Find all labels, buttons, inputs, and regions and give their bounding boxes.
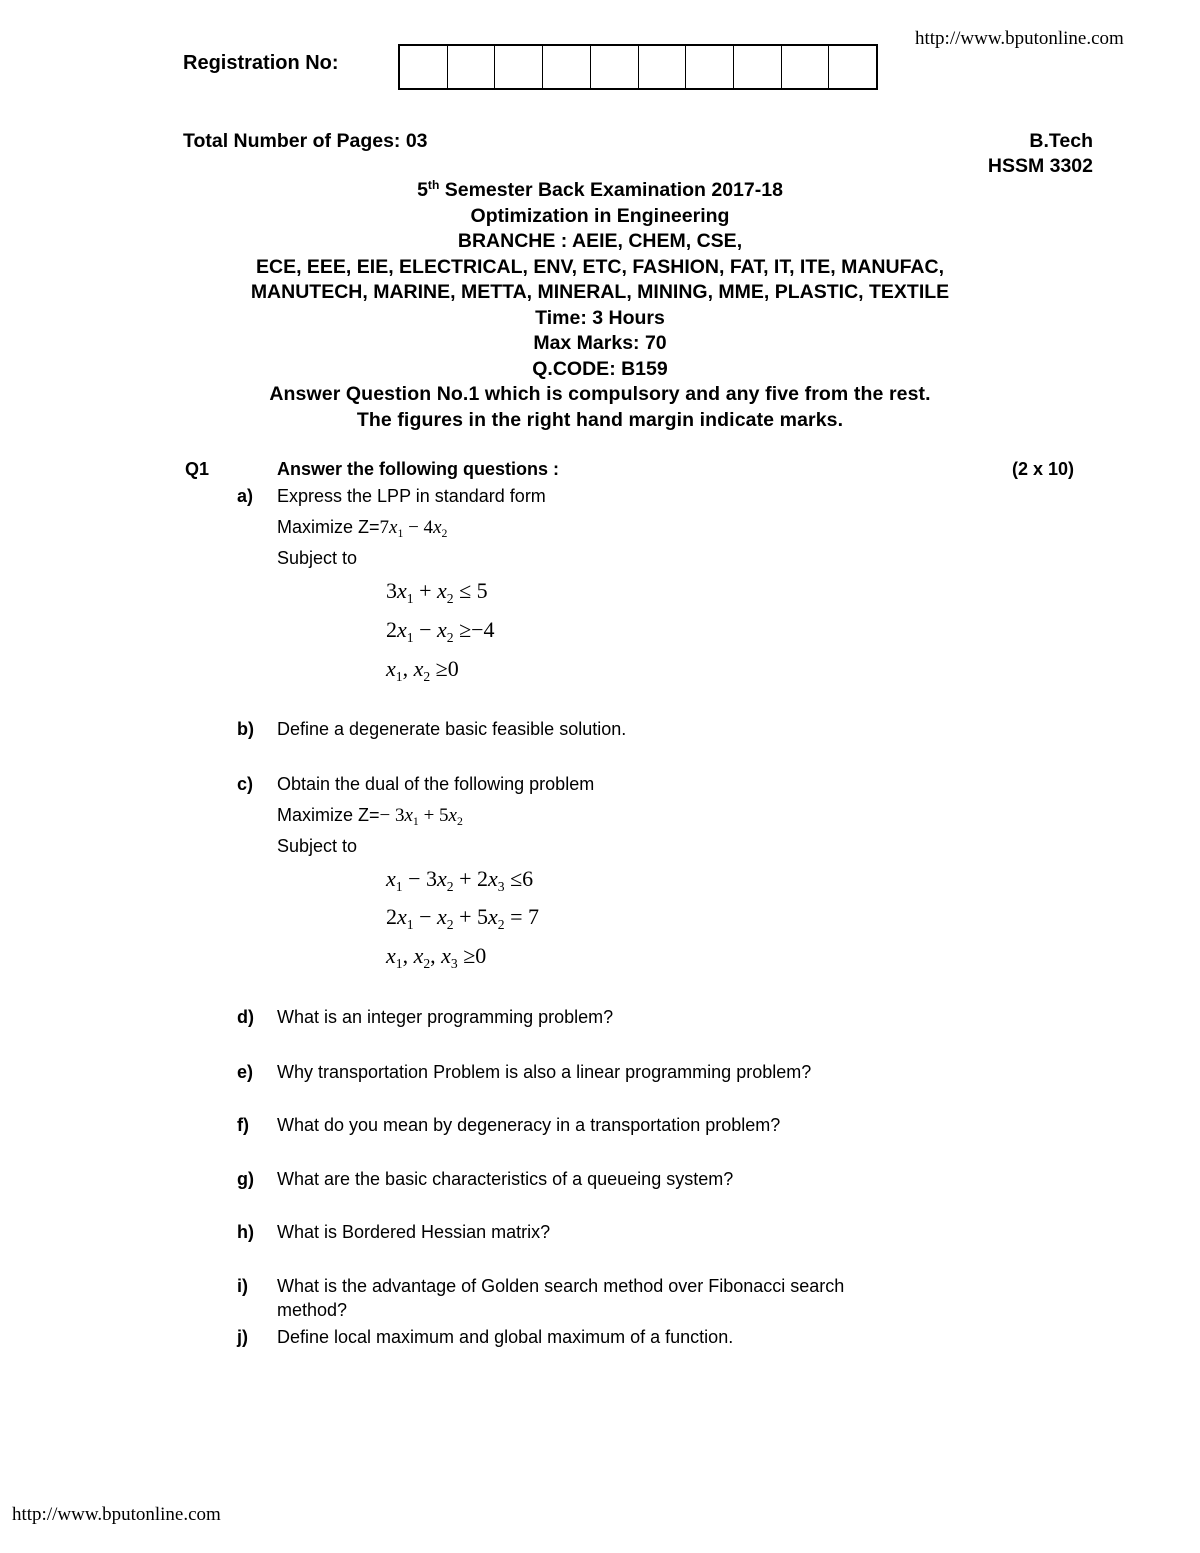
instruction-2: The figures in the right hand margin indicate marks. [356,408,844,431]
part-a-objective: Maximize $Z=7x_1 - 4x_2$ [277,517,448,541]
registration-boxes [398,44,878,90]
exam-time: Time: 3 Hours [535,306,665,329]
semester-line [0,178,1200,204]
footer-url: http://www.bputonline.com [12,1504,221,1525]
registration-box [639,46,687,88]
part-j-text: Define local maximum and global maximum of a function. [277,1327,734,1347]
exam-info [0,178,1200,433]
part-a-objective-prefix: Maximize Z= [277,517,380,537]
part-i-text-line-1: What is the advantage of Golden search method over Fibonacci search [277,1276,845,1296]
branches-line-2: ECE, EEE, EIE, ELECTRICAL, ENV, ETC, FASHION, FAT, IT, ITE, MANUFAC, [255,255,944,278]
part-c-text: Obtain the dual of the following problem [277,774,595,794]
total-pages: Total Number of Pages: 03 [183,130,428,152]
registration-box [543,46,591,88]
part-b-text: Define a degenerate basic feasible solution. [277,719,627,739]
part-h-label: h) [237,1222,254,1242]
question-title: Answer the following questions : [277,459,560,479]
part-c-objective: Maximize $Z=- 3x_1 + 5x_2$ [277,805,463,829]
part-j-label: j) [237,1327,248,1347]
subject-title: Optimization in Engineering [470,204,730,227]
part-f-label: f) [237,1115,249,1135]
part-d-text: What is an integer programming problem? [277,1007,614,1027]
instruction-1: Answer Question No.1 which is compulsory and any five from the rest. [269,383,931,405]
part-c-objective-prefix: Maximize Z= [277,805,380,825]
part-e-text: Why transportation Problem is also a linear programming problem? [277,1062,812,1082]
part-c-subject-to: Subject to [277,836,358,856]
degree: B.Tech [1029,130,1093,152]
part-a-label: a) [237,486,254,506]
part-d-label: d) [237,1007,254,1027]
registration-box [591,46,639,88]
registration-box [686,46,734,88]
registration-box [400,46,448,88]
part-a-constraint-3: $x_1$, $x_2 \ge 0$ [386,656,459,684]
part-h-text: What is Bordered Hessian matrix? [277,1222,551,1242]
part-c-constraint-2: $2x_1 - x_2 + 5x_2 = 7$ [386,904,539,932]
registration-box [495,46,543,88]
part-c-constraint-1: $x_1 - 3x_2 + 2x_3 \le 6$ [386,866,534,894]
part-i-text-line-2: method? [277,1300,348,1320]
part-g-label: g) [237,1169,254,1189]
registration-box [448,46,496,88]
question-marks: (2 x 10) [1012,459,1075,479]
part-b-label: b) [237,719,254,739]
part-a-constraint-1: $3x_1 + x_2 \le 5$ [386,578,488,606]
part-c-constraint-3: $x_1$, $x_2$, $x_3 \ge 0$ [386,943,487,971]
part-a-constraint-2: $2x_1 - x_2 \ge-4$ [386,617,495,645]
part-e-label: e) [237,1062,254,1082]
registration-label: Registration No: [183,52,339,74]
branches-line-3: MANUTECH, MARINE, METTA, MINERAL, MINING, MME, PLASTIC, TEXTILE [250,281,950,303]
registration-box [782,46,830,88]
part-g-text: What are the basic characteristics of a queueing system? [277,1169,734,1189]
subject-code: HSSM 3302 [987,155,1093,177]
part-i-label: i) [237,1276,248,1296]
branches-line-1: BRANCHE : AEIE, CHEM, CSE, [457,230,743,252]
part-a-text: Express the LPP in standard form [277,486,546,506]
header-url: http://www.bputonline.com [915,28,1124,49]
question-number: Q1 [185,459,210,479]
question-code: Q.CODE: B159 [532,357,668,380]
part-c-label: c) [237,774,254,794]
semester-rest: Semester Back Examination 2017-18 [439,179,783,201]
max-marks: Max Marks: 70 [533,332,667,354]
part-f-text: What do you mean by degeneracy in a transportation problem? [277,1115,781,1135]
semester-suffix: th [427,177,440,192]
registration-box [734,46,782,88]
registration-box [829,46,876,88]
semester-number: 5 [417,179,428,201]
part-a-subject-to: Subject to [277,548,358,568]
